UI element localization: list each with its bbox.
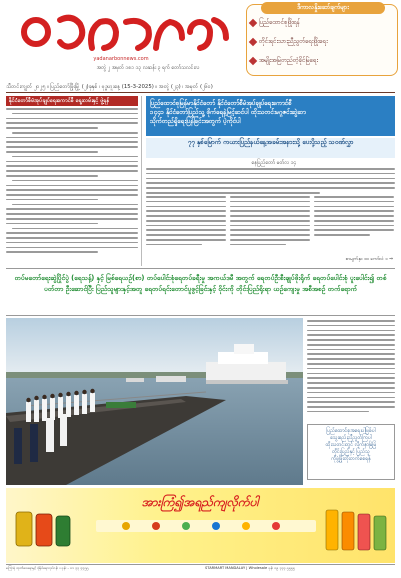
highlight-text: တိုင်းရင်းသားညီညွတ်ရေးဖြိုးရေး: [259, 38, 328, 45]
slogan-line: ပြည်ထောင်စုအရေးပါဖြစ်ပါ: [326, 428, 376, 434]
bottle-icon: [326, 510, 386, 550]
lead-story-columns: [146, 196, 395, 262]
ad-artwork: [6, 488, 395, 563]
footer-right-text: STARMART MANDALAY | Wholesale ဖုန်း ၀၉ ၃၃၃ ၅၅၅၅: [205, 566, 295, 570]
website-url: yadanarbonnews.com: [93, 56, 149, 62]
diamond-bullet-icon: [249, 19, 257, 27]
highlight-item: [259, 57, 395, 65]
left-story-headline: နိုင်ငံတော်စီမံအုပ်ချုပ်ရေးကောင်စီ ရွေးလမ်းနှင့် ဖွဲ့ရန်: [6, 96, 138, 106]
left-story-body: [6, 108, 138, 256]
slogan-box: [307, 424, 395, 480]
slogan-line: တိုင်းပြည်နှင့် ပြည်သူ: [332, 449, 370, 455]
lead-story-headline: [146, 96, 395, 136]
newspaper-logo: [8, 10, 233, 54]
highlight-text: အမျိုးအမြဲတည်တံ့ခိုင်မြဲရေး: [259, 57, 319, 64]
footer-left-text: ကြေးမုံ ထုတ်ဝေရေးနှင့် ပုံနှိပ်ရေးလုပ်ငန်း ။ ဖုန်း - ၀၁ ၃၃ ၄၄၅၅: [6, 566, 89, 570]
slogan-line: ကိုဖွံ့ဖြိုးတိုးတက်စေရန်: [331, 456, 371, 462]
highlight-text: ပြည်ထောင်စုဖြိုးရန်: [259, 19, 300, 26]
news-banner: [6, 268, 395, 316]
highlights-box: [246, 4, 398, 76]
footer: [6, 564, 395, 576]
lead-story-subhead: ၇၇ နှစ်မြောက် ကယားပြည်နယ်နေ့အခမ်းအနားသို့ ပေးပို့သည့် သဝဏ်လွှာ: [146, 138, 395, 158]
side-story-body: [307, 320, 395, 416]
product-row-icon: [96, 520, 316, 532]
dateline: သီတင်းကျွတ် ၂၀၂၅ ။ ပြည်တော်ဖြိုးမြို့ (၂)ခုနှစ် ၊ ဗုဒ္ဓဟူးနေ့ (15-3-2025) ။ အတွဲ (၂၃) ၊ အမှတ် (၂၆၀): [6, 82, 395, 93]
continued-note: စာမျက်နှာ ၁၀ ကော်လံ ၁ ⇒: [345, 257, 393, 262]
ship-ceremony-photo: [6, 318, 303, 485]
headline-line: ပြည်ထောင်စုမြန်မာနိုင်ငံတော် နိုင်ငံတော်စီမံအုပ်ချုပ်ရေးကောင်စီ: [150, 100, 292, 107]
drink-can-icon: [16, 512, 70, 546]
diamond-bullet-icon: [249, 38, 257, 46]
news-photo: [6, 318, 303, 485]
highlight-item: [259, 38, 395, 46]
advertisement: [6, 488, 395, 563]
logo-artwork: [8, 10, 233, 54]
issue-line: အတွဲ ၂ အမှတ် ၁၈၁ ၁၃ လဆန်း ၃ ရက် တော်သလင်းလ: [96, 65, 200, 71]
highlight-item: [259, 19, 395, 27]
headline-line: သိုက်တည်ရှိရေးပြန်ခြင်းအတွက် ပဲ့ကိုင်ပါ: [150, 118, 241, 125]
slogan-line: သွေးစည်းညီညွတ်ကြပါ: [330, 435, 372, 441]
column-divider: [141, 96, 142, 266]
diamond-bullet-icon: [249, 57, 257, 65]
banner-headline: တပ်မတော်ရေးဆွဲပြိုင်ပွဲ (ရေသန့်) နှင့် မြစ်ရေယဉ်(စာ) တပ်ပေါင်းစုံရေတပ်ခရီးမှု အကယ်ဒမီ အတွက် ရေတပ်ဦးစီးချုပ်ဖိုးရိုက် ရေတပ်ပေါင်းစုံ ပူးပေါင်း၍ တစ်ပတ်တာ ဦးဆောင်ပြီး ပြည်သူများနှင့်အတူ ရေတပ်ရင်းတောင်ပူဖွင့်ခြင်းနှင့် ဝိုင်းကို တိုင်းပြည်ရိုးရာ ယဉ်ကျေးမှု အစီအစဉ် တက်ရောက်: [14, 274, 387, 293]
left-story: [6, 96, 138, 264]
logo-text: ကြေးမုံ: [8, 10, 11, 11]
lead-story-intro: [146, 168, 395, 197]
headline-line: ၁၄၄၁ နိုင်ငံတော်ပြည်သူ့ ဖိုက်ရေနဲ့မြင့်ဆင်ပါ ထိုးသတင်းမဂ္ဂဇင်းဆွဲဆာ: [150, 109, 306, 116]
byline: နေပြည်တော် မတ်လ ၁၄: [251, 160, 297, 166]
slogan-line: ထိုးသတင်းတွင် လိုက်နာမြဲမြံ: [325, 442, 377, 448]
highlights-title: ဒီကာလနှိုးဆော်ချက်များ: [261, 2, 385, 14]
side-column: [307, 318, 395, 485]
lead-story: [146, 96, 395, 266]
masthead: [6, 4, 395, 82]
ad-headline: အားကြံ၍အရည်ကျလိုက်ပါ: [141, 495, 259, 509]
